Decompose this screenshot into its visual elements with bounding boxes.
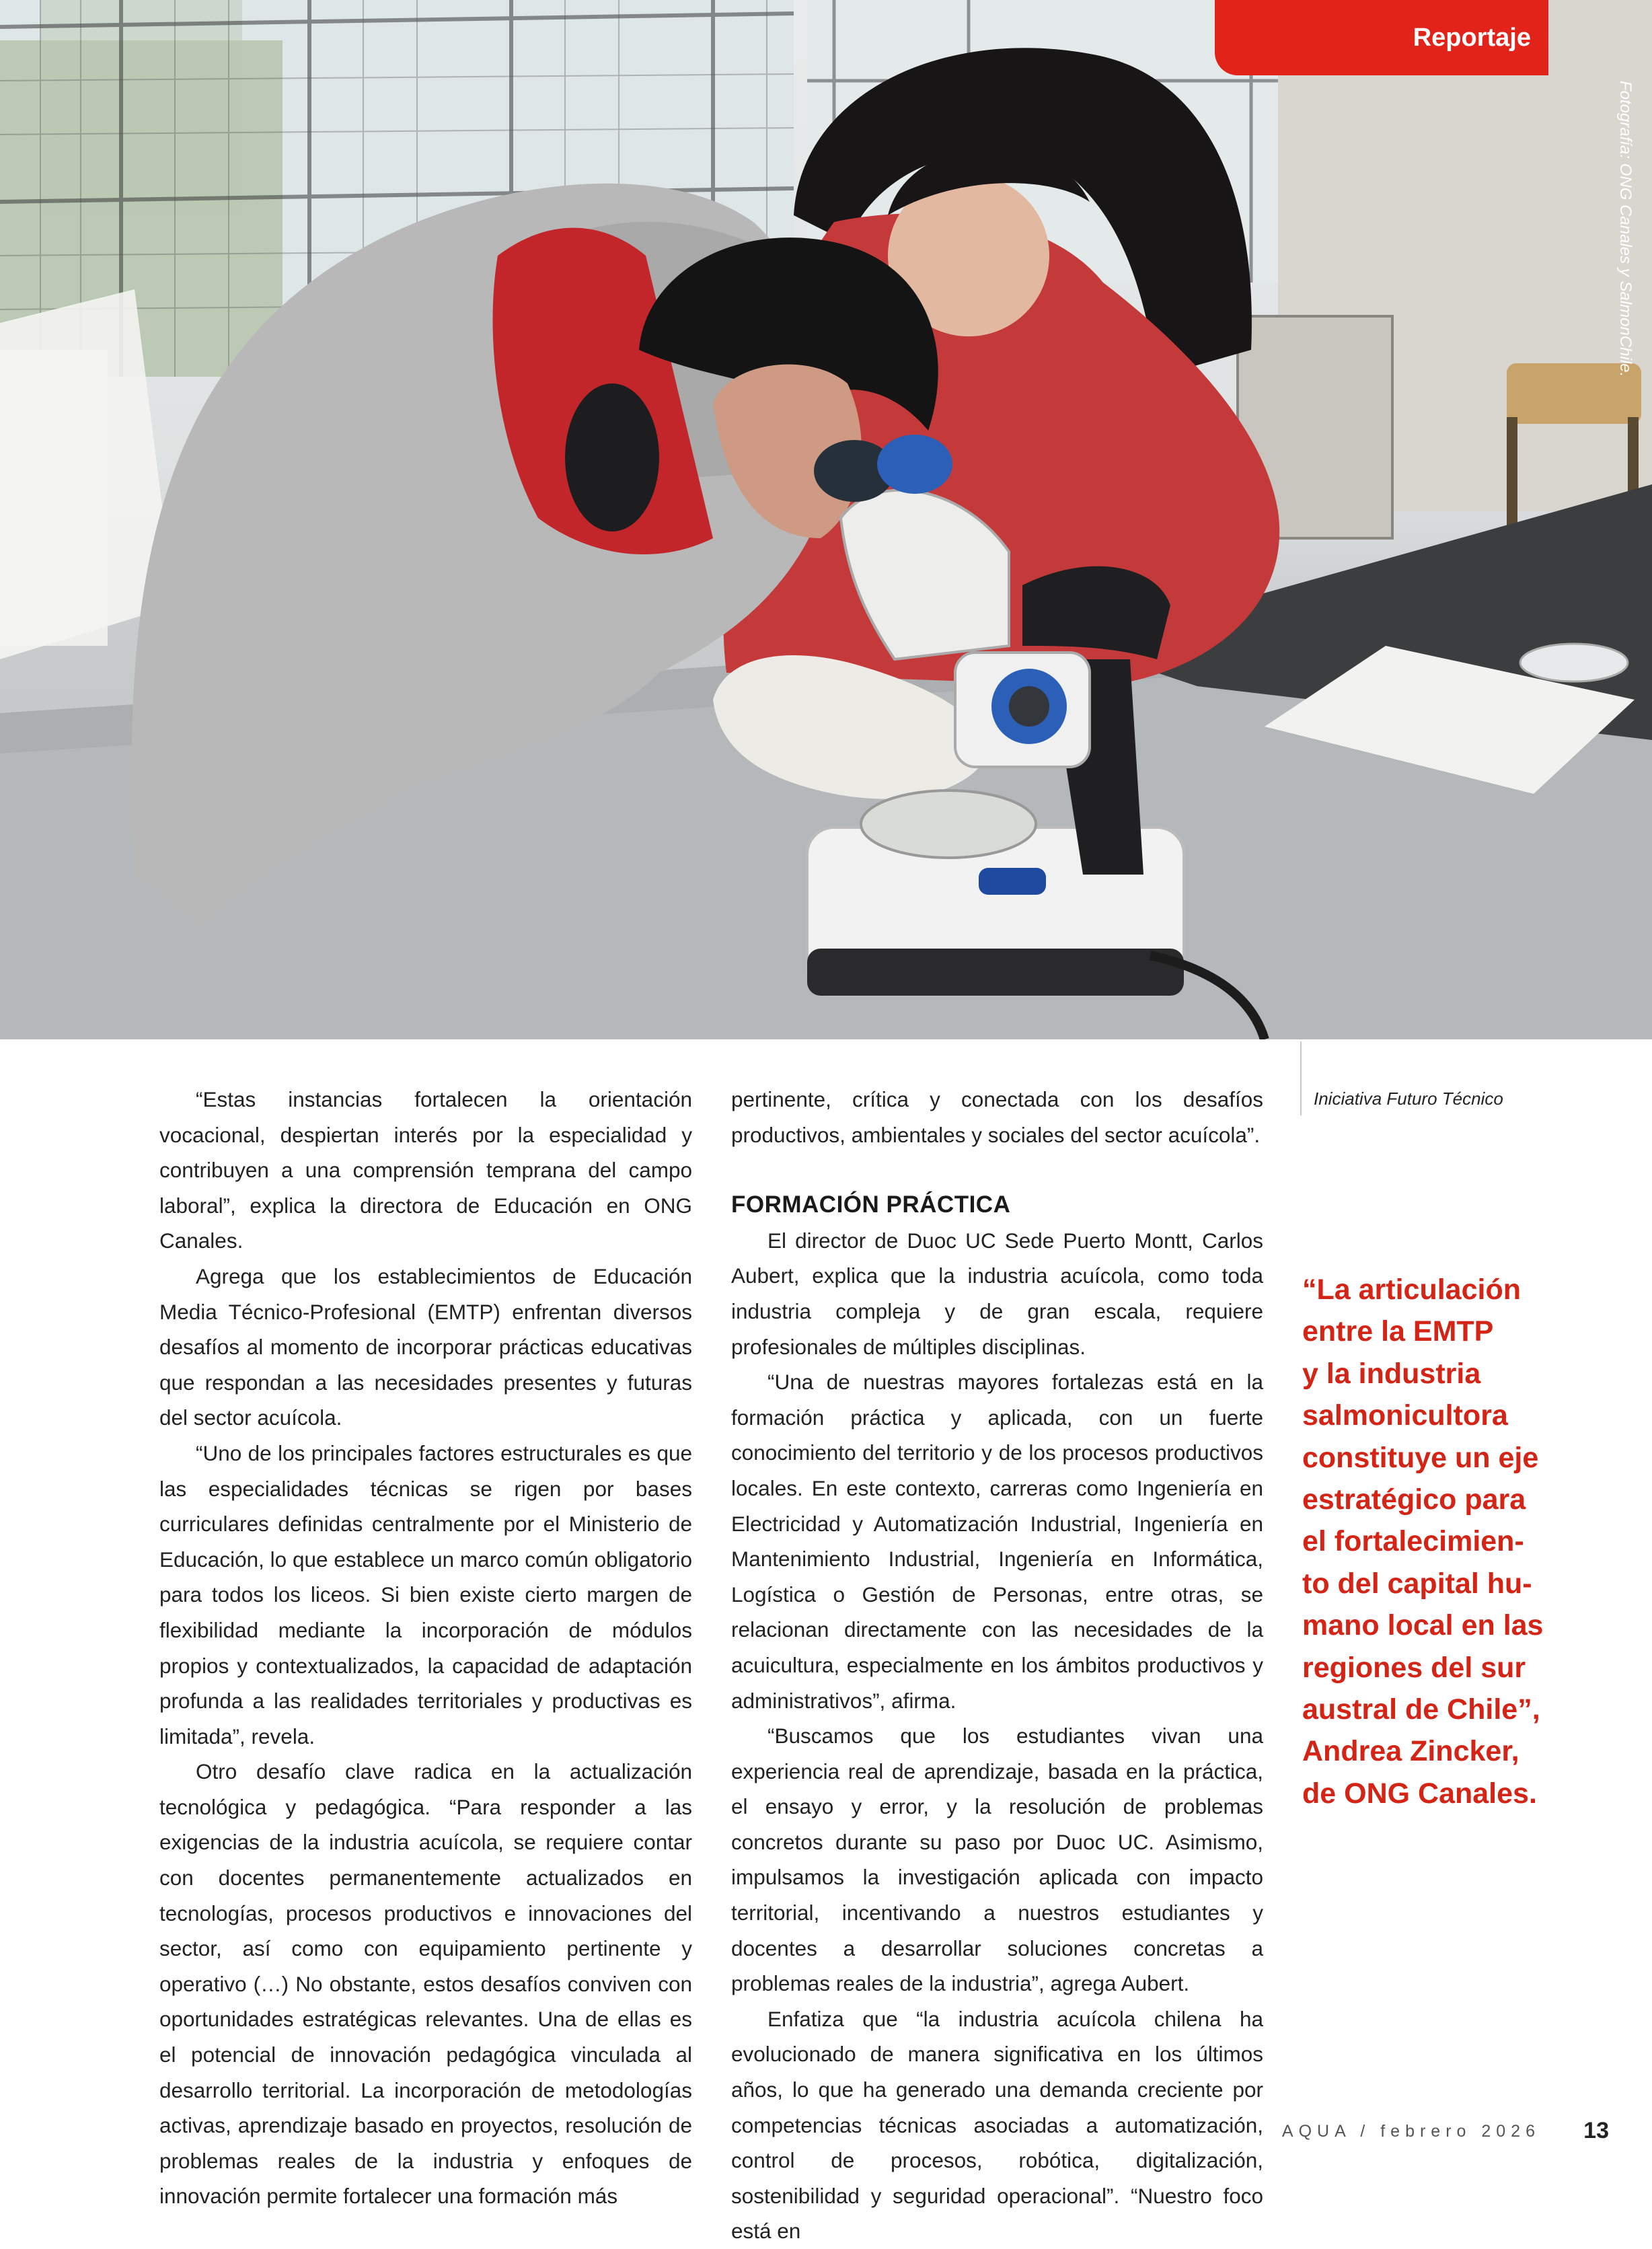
paragraph: pertinente, crítica y conectada con los desafíos productivos, ambientales y sociales del sector acuícola”. [731,1087,1263,1147]
section-heading: FORMACIÓN PRÁCTICA [731,1191,1011,1218]
paragraph: Otro desafío clave radica en la actualización tecnológica y pedagógica. “Para responder a las exigencias de la industria acuícola, se requiere contar con docentes permanentemente actualizados en tecnologías, procesos productivos e innovaciones del sector, así como con equipamiento pertinente y operativo (…) No obstante, estos desafíos conviven con oportunidades estratégicas relevantes. Una de ellas es el potencial de innovación pedagógica vinculada al desarrollo territorial. La incorporación de metodologías activas, aprendizaje basado en proyectos, resolución de problemas reales de la industria y enfoques de innovación permite fortalecer una formación más [159,1759,692,2209]
pull-quote-line: y la industria [1302,1357,1481,1390]
pull-quote-line: “La articulación [1302,1274,1521,1306]
section-tag: Reportaje [1215,0,1548,75]
pull-quote-line: de ONG Canales. [1302,1777,1537,1810]
microscope-lab-illustration [0,0,1652,1039]
paragraph: “Uno de los principales factores estructurales es que las especialidades técnicas se rigen por bases curriculares definidas centralmente por el Ministerio de Educación, lo que establece un marco común obligatorio para todos los liceos. Si bien existe cierto margen de flexibilidad mediante la incorporación de módulos propios y contextualizados, la capacidad de adaptación profunda a las realidades territoriales y productivas es limitada”, revela. [159,1440,692,1748]
paragraph: El director de Duoc UC Sede Puerto Montt, Carlos Aubert, explica que la industria acuícola, como toda industria compleja y de gran escala, requiere profesionales de múltiples disciplinas. [731,1228,1263,1359]
article-column-1 [159,1082,692,2214]
paragraph: Enfatiza que “la industria acuícola chilena ha evolucionado de manera significativa en los últimos años, lo que ha generado una demanda creciente por competencias técnicas asociadas a automatización, control de procesos, robótica, digitalización, sostenibilidad y seguridad operacional”. “Nuestro foco está en [731,2006,1263,2244]
paragraph: “Una de nuestras mayores fortalezas está en la formación práctica y aplicada, con un fuerte conocimiento del territorio y de los procesos productivos locales. En este contexto, carreras como Ingeniería en Electricidad y Automatización Industrial, Ingeniería en Mantenimiento Industrial, Ingeniería en Informática, Logística o Gestión de Personas, entre otras, se relacionan directamente con las necesidades de la acuicultura, especialmente en los ámbitos productivos y administrativos”, afirma. [731,1370,1263,1713]
paragraph: Agrega que los establecimientos de Educación Media Técnico-Profesional (EMTP) enfrentan diversos desafíos al momento de incorporar prácticas educativas que respondan a las necesidades presentes y futuras del sector acuícola. [159,1263,692,1430]
photo-caption: Iniciativa Futuro Técnico [1314,1089,1503,1109]
page-number: 13 [1583,2118,1609,2143]
pull-quote-line: el fortalecimien- [1302,1525,1524,1558]
article-column-2 [731,1082,1263,2249]
pull-quote-line: entre la EMTP [1302,1315,1494,1348]
caption-rule [1300,1041,1302,1115]
page-footer [1273,2118,1609,2145]
paragraph: “Estas instancias fortalecen la orientación vocacional, despiertan interés por la especialidad y contribuyen a una comprensión temprana del campo laboral”, explica la directora de Educación en ONG Canales. [159,1087,692,1253]
paragraph: “Buscamos que los estudiantes vivan una experiencia real de aprendizaje, basada en la práctica, el ensayo y error, y la resolución de problemas concretos durante su paso por Duoc UC. Asimismo, impulsamos la investigación aplicada con impacto territorial, incentivando a nuestros estudiantes y docentes a desarrollar soluciones concretas a problemas reales de la industria”, agrega Aubert. [731,1724,1263,1996]
pull-quote-line: estratégico para [1302,1483,1526,1516]
pull-quote-line: constituye un eje [1302,1441,1539,1474]
photo-credit: Fotografía: ONG Canales y SalmonChile. [1616,81,1635,377]
pull-quote-line: mano local en las [1302,1609,1544,1642]
pull-quote-line: Andrea Zincker, [1302,1735,1519,1768]
magazine-issue: AQUA / febrero 2026 [1281,2122,1540,2141]
pull-quote-line: austral de Chile”, [1302,1693,1540,1726]
pull-quote-line: regiones del sur [1302,1651,1526,1684]
pull-quote-line: to del capital hu- [1302,1567,1532,1600]
pull-quote [1302,1269,1585,1814]
hero-photo [0,0,1652,1039]
pull-quote-line: salmonicultora [1302,1399,1508,1432]
